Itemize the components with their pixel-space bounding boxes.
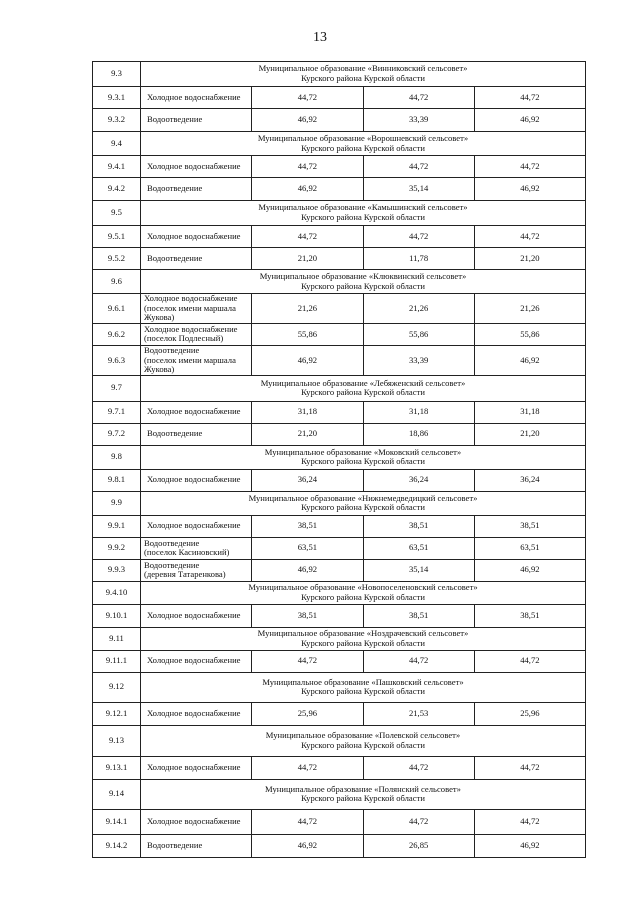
tariff-value-1: 21,20 [252,248,363,270]
tariff-value-2: 26,85 [363,834,474,857]
tariff-value-3: 44,72 [474,226,585,248]
section-title-line2: Курского района Курской области [301,739,425,750]
tariff-value-1: 44,72 [252,650,363,672]
tariff-value-3: 38,51 [474,515,585,537]
tariff-value-3: 21,20 [474,423,585,445]
tariff-row [93,604,586,627]
tariff-value-2: 35,14 [363,559,474,581]
service-name: Водоотведение [147,428,203,439]
service-name: Холодное водоснабжение [144,323,238,334]
service-label [141,323,252,345]
service-name: Водоотведение [144,537,200,548]
service-name: Холодное водоснабжение [147,609,241,620]
service-label [141,87,252,109]
tariff-value-2: 33,39 [363,109,474,132]
row-number: 9.14.1 [93,809,141,834]
tariff-value-3: 46,92 [474,109,585,132]
section-title-line2: Курского района Курской области [301,212,425,222]
tariff-row [93,156,586,178]
tariff-row [93,294,586,324]
section-title [141,491,586,515]
section-header-row [93,445,586,469]
section-title-line1: Муниципальное образование «Новопоселеновский сельсовет» [248,582,478,593]
tariff-row [93,323,586,345]
row-number: 9.3.2 [93,109,141,132]
tariff-row [93,178,586,201]
tariff-value-2: 44,72 [363,156,474,178]
tariff-row [93,650,586,672]
section-title-line2: Курского района Курской области [301,456,425,467]
section-title-line2: Курского района Курской области [301,280,425,291]
service-label [141,226,252,248]
section-title-line1: Муниципальное образование «Полевской сельсовет» [265,730,461,741]
service-label [141,809,252,834]
tariff-value-2: 44,72 [363,226,474,248]
service-label [141,294,252,324]
tariff-value-3: 44,72 [474,156,585,178]
section-title [141,725,586,756]
service-name: Холодное водоснабжение [147,406,241,417]
tariff-row [93,109,586,132]
row-number: 9.4.2 [93,178,141,201]
row-number: 9.3.1 [93,87,141,109]
row-number: 9.9.3 [93,559,141,581]
section-number: 9.6 [93,270,141,294]
section-title-line1: Муниципальное образование «Ноздрачевский сельсовет» [257,628,469,639]
row-number: 9.8.1 [93,469,141,491]
tariff-value-2: 44,72 [363,756,474,779]
tariff-row [93,834,586,857]
tariff-value-1: 46,92 [252,834,363,857]
tariff-value-3: 46,92 [474,178,585,201]
tariff-value-3: 44,72 [474,809,585,834]
section-number: 9.14 [93,779,141,809]
tariff-row [93,401,586,423]
tariff-value-3: 63,51 [474,537,585,559]
section-header-row [93,581,586,604]
section-header-row [93,375,586,401]
section-title-line2: Курского района Курской области [301,686,425,697]
section-title [141,672,586,702]
service-label [141,423,252,445]
service-location: (поселок Подлесный) [144,333,224,344]
tariff-row [93,87,586,109]
tariff-value-1: 25,96 [252,702,363,725]
tariff-value-1: 46,92 [252,178,363,201]
tariff-value-3: 36,24 [474,469,585,491]
service-label [141,345,252,375]
section-title-line2: Курского района Курской области [301,387,425,398]
section-title-line1: Муниципальное образование «Пашковский сельсовет» [262,676,464,687]
tariff-row [93,515,586,537]
service-name: Холодное водоснабжение [147,160,241,171]
tariff-value-1: 46,92 [252,559,363,581]
service-name: Водоотведение [147,183,203,194]
section-title-line2: Курского района Курской области [301,73,425,83]
service-name: Водоотведение [147,252,203,263]
service-name: Холодное водоснабжение [147,761,241,772]
service-label [141,401,252,423]
tariff-value-1: 44,72 [252,756,363,779]
service-location: (поселок имени маршала Жукова) [144,354,236,375]
service-label [141,156,252,178]
section-title-line2: Курского района Курской области [301,142,425,153]
row-number: 9.14.2 [93,834,141,857]
section-title [141,62,586,87]
tariff-value-2: 21,26 [363,294,474,324]
row-number: 9.12.1 [93,702,141,725]
row-number: 9.6.2 [93,323,141,345]
section-header-row [93,672,586,702]
tariff-row [93,702,586,725]
service-label [141,702,252,725]
section-number: 9.9 [93,491,141,515]
tariff-value-2: 44,72 [363,87,474,109]
tariff-row [93,248,586,270]
section-header-row [93,201,586,226]
tariff-value-2: 44,72 [363,650,474,672]
tariff-value-3: 21,20 [474,248,585,270]
service-label [141,109,252,132]
service-name: Холодное водоснабжение [147,91,241,102]
tariff-value-1: 21,20 [252,423,363,445]
section-title [141,445,586,469]
section-number: 9.12 [93,672,141,702]
tariff-value-2: 21,53 [363,702,474,725]
service-label [141,604,252,627]
tariff-row [93,756,586,779]
tariff-row [93,469,586,491]
tariff-value-2: 11,78 [363,248,474,270]
tariff-value-2: 31,18 [363,401,474,423]
section-title-line1: Муниципальное образование «Винниковский сельсовет» [258,63,468,74]
service-label [141,650,252,672]
service-label [141,515,252,537]
section-title-line1: Муниципальное образование «Камышинский сельсовет» [258,202,468,213]
row-number: 9.13.1 [93,756,141,779]
tariff-value-3: 46,92 [474,345,585,375]
service-name: Холодное водоснабжение [147,707,241,718]
row-number: 9.11.1 [93,650,141,672]
section-title [141,581,586,604]
section-number: 9.3 [93,62,141,87]
tariff-value-1: 46,92 [252,345,363,375]
row-number: 9.9.2 [93,537,141,559]
service-name: Водоотведение [147,839,203,850]
service-label [141,559,252,581]
tariff-value-2: 44,72 [363,809,474,834]
tariff-value-2: 38,51 [363,515,474,537]
section-number: 9.8 [93,445,141,469]
service-label [141,178,252,201]
tariff-row [93,345,586,375]
section-number: 9.7 [93,375,141,401]
row-number: 9.5.1 [93,226,141,248]
tariff-value-3: 44,72 [474,650,585,672]
tariff-value-2: 36,24 [363,469,474,491]
tariff-value-3: 46,92 [474,559,585,581]
service-label [141,537,252,559]
page-number: 13 [313,30,327,45]
service-name: Водоотведение [144,344,200,355]
section-title [141,627,586,650]
section-header-row [93,779,586,809]
section-header-row [93,627,586,650]
tariff-value-1: 44,72 [252,809,363,834]
section-number: 9.13 [93,725,141,756]
tariff-value-3: 55,86 [474,323,585,345]
service-name: Водоотведение [144,559,200,570]
service-location: (поселок Касиновский) [144,547,230,558]
service-location: (деревня Татаренкова) [144,569,226,580]
section-title-line1: Муниципальное образование «Лебяженский сельсовет» [260,377,466,388]
service-name: Холодное водоснабжение [147,655,241,666]
tariff-value-1: 46,92 [252,109,363,132]
section-title-line2: Курского района Курской области [301,793,425,804]
tariff-row [93,226,586,248]
tariff-value-3: 25,96 [474,702,585,725]
section-title-line2: Курского района Курской области [301,502,425,513]
tariff-table-body [93,62,586,858]
service-label [141,248,252,270]
tariff-value-1: 38,51 [252,604,363,627]
service-label [141,834,252,857]
service-label [141,469,252,491]
row-number: 9.10.1 [93,604,141,627]
section-header-row [93,270,586,294]
tariff-row [93,423,586,445]
tariff-table [92,61,586,858]
tariff-value-2: 38,51 [363,604,474,627]
section-number: 9.4 [93,132,141,156]
tariff-value-1: 38,51 [252,515,363,537]
section-number: 9.4.10 [93,581,141,604]
section-header-row [93,132,586,156]
tariff-value-3: 21,26 [474,294,585,324]
row-number: 9.9.1 [93,515,141,537]
service-name: Холодное водоснабжение [147,520,241,531]
row-number: 9.7.2 [93,423,141,445]
service-name: Холодное водоснабжение [144,293,238,303]
section-title-line1: Муниципальное образование «Нижнемедведицкий сельсовет» [248,492,478,503]
section-header-row [93,491,586,515]
service-name: Холодное водоснабжение [147,815,241,826]
tariff-value-3: 31,18 [474,401,585,423]
row-number: 9.6.3 [93,345,141,375]
section-title-line1: Муниципальное образование «Полянский сельсовет» [265,783,461,794]
service-name: Холодное водоснабжение [147,474,241,485]
row-number: 9.5.2 [93,248,141,270]
tariff-value-3: 44,72 [474,756,585,779]
tariff-value-3: 44,72 [474,87,585,109]
section-header-row [93,62,586,87]
section-title [141,270,586,294]
tariff-value-3: 46,92 [474,834,585,857]
tariff-value-3: 38,51 [474,604,585,627]
tariff-value-1: 44,72 [252,156,363,178]
tariff-value-1: 44,72 [252,226,363,248]
tariff-value-2: 33,39 [363,345,474,375]
row-number: 9.7.1 [93,401,141,423]
tariff-value-2: 55,86 [363,323,474,345]
section-header-row [93,725,586,756]
tariff-value-1: 36,24 [252,469,363,491]
service-label [141,756,252,779]
section-title [141,779,586,809]
tariff-value-2: 18,86 [363,423,474,445]
row-number: 9.4.1 [93,156,141,178]
section-number: 9.5 [93,201,141,226]
tariff-row [93,559,586,581]
section-title-line1: Муниципальное образование «Ворошневский сельсовет» [257,132,469,143]
tariff-value-1: 55,86 [252,323,363,345]
section-title-line2: Курского района Курской области [301,591,425,602]
tariff-value-2: 63,51 [363,537,474,559]
section-title-line2: Курского района Курской области [301,637,425,648]
tariff-value-2: 35,14 [363,178,474,201]
tariff-value-1: 44,72 [252,87,363,109]
section-number: 9.11 [93,627,141,650]
tariff-row [93,809,586,834]
row-number: 9.6.1 [93,294,141,324]
section-title [141,375,586,401]
tariff-value-1: 63,51 [252,537,363,559]
tariff-row [93,537,586,559]
service-name: Водоотведение [147,114,203,125]
service-location: (поселок имени маршала Жукова) [144,302,236,323]
tariff-value-1: 31,18 [252,401,363,423]
tariff-value-1: 21,26 [252,294,363,324]
service-name: Холодное водоснабжение [147,230,241,241]
section-title-line1: Муниципальное образование «Моковский сельсовет» [264,446,462,457]
section-title [141,201,586,226]
section-title-line1: Муниципальное образование «Клюквинский сельсовет» [259,270,467,281]
section-title [141,132,586,156]
